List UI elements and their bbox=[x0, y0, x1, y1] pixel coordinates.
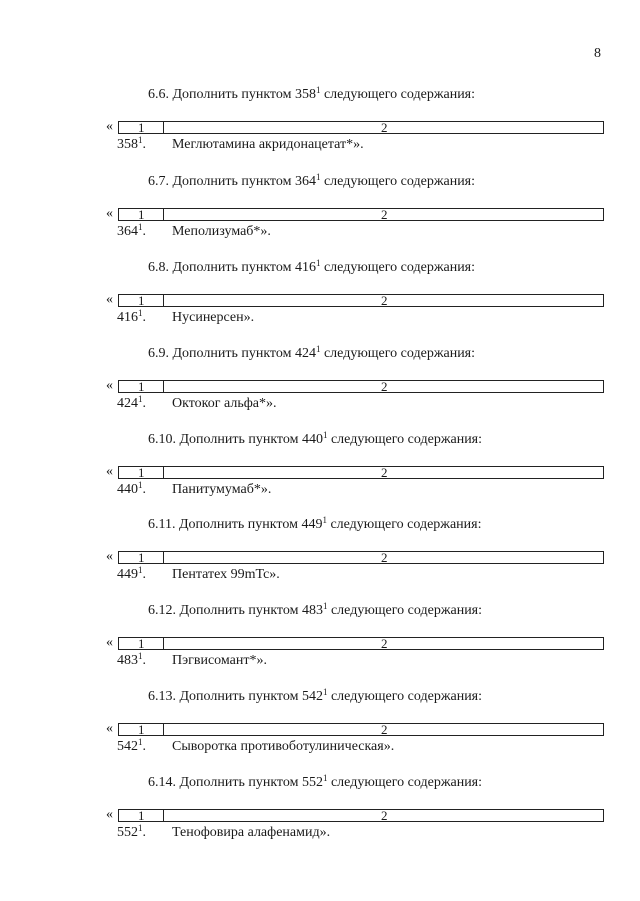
column-1-number: 1 bbox=[138, 808, 145, 823]
column-divider bbox=[163, 295, 164, 306]
column-divider bbox=[163, 552, 164, 563]
entry-code-number: 449 bbox=[117, 567, 138, 582]
entry-code-number: 552 bbox=[117, 825, 138, 840]
column-number-table bbox=[118, 294, 604, 307]
heading-superscript: 1 bbox=[315, 344, 321, 354]
entry-code-number: 358 bbox=[117, 137, 138, 152]
entry-code-superscript: 1 bbox=[138, 480, 143, 490]
heading-suffix: следующего содержания: bbox=[320, 260, 476, 275]
heading-suffix: следующего содержания: bbox=[326, 517, 482, 532]
heading-suffix: следующего содержания: bbox=[327, 603, 483, 618]
heading-superscript: 1 bbox=[315, 258, 321, 268]
column-2-number: 2 bbox=[381, 293, 388, 308]
entry-text: Панитумумаб*». bbox=[172, 482, 272, 497]
column-2-number: 2 bbox=[381, 120, 388, 135]
heading-superscript: 1 bbox=[322, 430, 328, 440]
opening-quote: « bbox=[106, 549, 113, 564]
heading-suffix: следующего содержания: bbox=[327, 432, 483, 447]
column-number-table bbox=[118, 466, 604, 479]
amendment-entry bbox=[117, 310, 254, 326]
column-1-number: 1 bbox=[138, 636, 145, 651]
heading-text: 6.10. Дополнить пунктом 440 bbox=[148, 432, 323, 447]
entry-text: Пэгвисомант*». bbox=[172, 653, 267, 668]
column-1-number: 1 bbox=[138, 722, 145, 737]
entry-code-number: 416 bbox=[117, 310, 138, 325]
heading-superscript: 1 bbox=[315, 85, 321, 95]
entry-code bbox=[117, 396, 172, 412]
amendment-heading bbox=[148, 260, 475, 276]
amendment-entry bbox=[117, 224, 271, 240]
amendment-entry bbox=[117, 567, 280, 583]
heading-suffix: следующего содержания: bbox=[327, 775, 483, 790]
heading-text: 6.6. Дополнить пунктом 358 bbox=[148, 87, 316, 102]
entry-text: Меполизумаб*». bbox=[172, 224, 271, 239]
amendment-heading bbox=[148, 346, 475, 362]
column-number-table bbox=[118, 380, 604, 393]
column-divider bbox=[163, 209, 164, 220]
heading-text: 6.12. Дополнить пунктом 483 bbox=[148, 603, 323, 618]
entry-code bbox=[117, 137, 172, 153]
entry-code-dot: . bbox=[142, 825, 146, 840]
entry-text: Пентатех 99mTc». bbox=[172, 567, 280, 582]
entry-text: Сыворотка противоботулиническая». bbox=[172, 739, 395, 754]
column-1-number: 1 bbox=[138, 120, 145, 135]
column-2-number: 2 bbox=[381, 808, 388, 823]
amendment-heading bbox=[148, 603, 482, 619]
entry-code-superscript: 1 bbox=[138, 308, 143, 318]
entry-code-superscript: 1 bbox=[138, 222, 143, 232]
column-2-number: 2 bbox=[381, 379, 388, 394]
opening-quote: « bbox=[106, 119, 113, 134]
entry-code-superscript: 1 bbox=[138, 737, 143, 747]
entry-code bbox=[117, 310, 172, 326]
opening-quote: « bbox=[106, 464, 113, 479]
amendment-heading bbox=[148, 87, 475, 103]
column-divider bbox=[163, 122, 164, 133]
amendment-entry bbox=[117, 653, 267, 669]
entry-code-dot: . bbox=[142, 396, 146, 411]
column-number-table bbox=[118, 723, 604, 736]
column-2-number: 2 bbox=[381, 722, 388, 737]
entry-code-superscript: 1 bbox=[138, 823, 143, 833]
column-number-table bbox=[118, 551, 604, 564]
heading-superscript: 1 bbox=[322, 515, 327, 525]
column-1-number: 1 bbox=[138, 207, 145, 222]
entry-text: Тенофовира алафенамид». bbox=[172, 825, 331, 840]
heading-text: 6.9. Дополнить пунктом 424 bbox=[148, 346, 316, 361]
amendment-entry bbox=[117, 137, 364, 153]
entry-code-dot: . bbox=[142, 137, 146, 152]
amendment-entry bbox=[117, 739, 394, 755]
entry-code-superscript: 1 bbox=[138, 135, 143, 145]
column-divider bbox=[163, 724, 164, 735]
entry-code bbox=[117, 224, 172, 240]
entry-code bbox=[117, 739, 172, 755]
entry-code-dot: . bbox=[142, 310, 146, 325]
entry-code-number: 364 bbox=[117, 224, 138, 239]
heading-suffix: следующего содержания: bbox=[327, 689, 483, 704]
column-number-table bbox=[118, 809, 604, 822]
column-1-number: 1 bbox=[138, 550, 145, 565]
column-divider bbox=[163, 467, 164, 478]
entry-code-dot: . bbox=[142, 653, 146, 668]
entry-code bbox=[117, 482, 172, 498]
entry-code bbox=[117, 825, 172, 841]
amendment-heading bbox=[148, 432, 482, 448]
heading-superscript: 1 bbox=[322, 773, 328, 783]
column-1-number: 1 bbox=[138, 465, 145, 480]
column-number-table bbox=[118, 208, 604, 221]
column-2-number: 2 bbox=[381, 550, 388, 565]
entry-code-superscript: 1 bbox=[138, 565, 143, 575]
amendment-heading bbox=[148, 174, 475, 190]
amendment-entry bbox=[117, 482, 271, 498]
column-1-number: 1 bbox=[138, 293, 145, 308]
amendment-heading bbox=[148, 689, 482, 705]
amendment-heading bbox=[148, 775, 482, 791]
entry-code-number: 424 bbox=[117, 396, 138, 411]
entry-code-dot: . bbox=[142, 482, 146, 497]
heading-superscript: 1 bbox=[315, 172, 321, 182]
column-number-table bbox=[118, 637, 604, 650]
column-1-number: 1 bbox=[138, 379, 145, 394]
heading-text: 6.8. Дополнить пунктом 416 bbox=[148, 260, 316, 275]
entry-code bbox=[117, 567, 172, 583]
column-2-number: 2 bbox=[381, 636, 388, 651]
opening-quote: « bbox=[106, 721, 113, 736]
opening-quote: « bbox=[106, 807, 113, 822]
heading-superscript: 1 bbox=[322, 687, 328, 697]
opening-quote: « bbox=[106, 292, 113, 307]
entry-text: Нусинерсен». bbox=[172, 310, 255, 325]
heading-text: 6.13. Дополнить пунктом 542 bbox=[148, 689, 323, 704]
entry-code-number: 542 bbox=[117, 739, 138, 754]
amendment-entry bbox=[117, 825, 330, 841]
entry-code-superscript: 1 bbox=[138, 651, 143, 661]
column-divider bbox=[163, 381, 164, 392]
heading-text: 6.11. Дополнить пунктом 449 bbox=[148, 517, 323, 532]
entry-code-dot: . bbox=[142, 739, 146, 754]
entry-code-number: 483 bbox=[117, 653, 138, 668]
column-divider bbox=[163, 810, 164, 821]
page-number: 8 bbox=[594, 46, 601, 61]
opening-quote: « bbox=[106, 206, 113, 221]
heading-text: 6.7. Дополнить пунктом 364 bbox=[148, 174, 316, 189]
column-2-number: 2 bbox=[381, 207, 388, 222]
column-number-table bbox=[118, 121, 604, 134]
heading-suffix: следующего содержания: bbox=[320, 87, 476, 102]
entry-text: Меглютамина акридонацетат*». bbox=[172, 137, 364, 152]
entry-code-dot: . bbox=[142, 567, 146, 582]
entry-code bbox=[117, 653, 172, 669]
heading-suffix: следующего содержания: bbox=[320, 174, 476, 189]
column-2-number: 2 bbox=[381, 465, 388, 480]
opening-quote: « bbox=[106, 635, 113, 650]
entry-code-number: 440 bbox=[117, 482, 138, 497]
heading-text: 6.14. Дополнить пунктом 552 bbox=[148, 775, 323, 790]
entry-text: Октоког альфа*». bbox=[172, 396, 277, 411]
heading-suffix: следующего содержания: bbox=[320, 346, 476, 361]
column-divider bbox=[163, 638, 164, 649]
entry-code-dot: . bbox=[142, 224, 146, 239]
amendment-entry bbox=[117, 396, 277, 412]
entry-code-superscript: 1 bbox=[138, 394, 143, 404]
amendment-heading bbox=[148, 517, 482, 533]
opening-quote: « bbox=[106, 378, 113, 393]
heading-superscript: 1 bbox=[322, 601, 328, 611]
